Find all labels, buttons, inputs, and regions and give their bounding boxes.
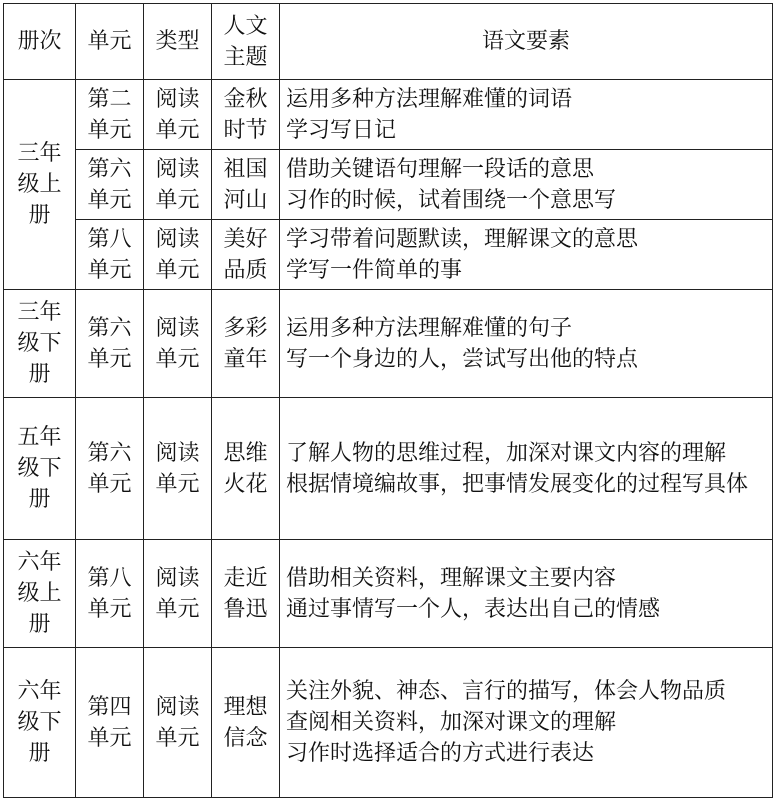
elements-cell: 了解人物的思维过程，加深对课文内容的理解 根据情境编故事，把事情发展变化的过程写具体	[280, 398, 773, 540]
elements-cell: 学习带着问题默读，理解课文的意思 学写一件简单的事	[280, 220, 773, 290]
unit-cell: 第四 单元	[76, 648, 144, 798]
elements-cell: 借助关键语句理解一段话的意思 习作的时候，试着围绕一个意思写	[280, 150, 773, 220]
theme-cell: 金秋 时节	[212, 80, 280, 150]
table-row	[4, 540, 773, 648]
elements-cell: 运用多种方法理解难懂的词语 学习写日记	[280, 80, 773, 150]
volume-cell: 六年 级上 册	[4, 540, 76, 648]
volume-cell: 三年 级上 册	[4, 80, 76, 290]
theme-cell: 理想 信念	[212, 648, 280, 798]
volume-cell: 三年 级下 册	[4, 290, 76, 398]
theme-cell: 走近 鲁迅	[212, 540, 280, 648]
type-cell: 阅读 单元	[144, 540, 212, 648]
type-cell: 阅读 单元	[144, 80, 212, 150]
theme-cell: 祖国 河山	[212, 150, 280, 220]
header-row	[4, 4, 773, 80]
type-cell: 阅读 单元	[144, 648, 212, 798]
table-row	[4, 290, 773, 398]
type-cell: 阅读 单元	[144, 398, 212, 540]
header-unit: 单元	[76, 4, 144, 80]
curriculum-table	[3, 3, 773, 798]
unit-cell: 第六 单元	[76, 150, 144, 220]
header-type: 类型	[144, 4, 212, 80]
type-cell: 阅读 单元	[144, 290, 212, 398]
theme-cell: 思维 火花	[212, 398, 280, 540]
unit-cell: 第六 单元	[76, 398, 144, 540]
header-elements: 语文要素	[280, 4, 773, 80]
elements-cell: 借助相关资料，理解课文主要内容 通过事情写一个人，表达出自己的情感	[280, 540, 773, 648]
elements-cell: 运用多种方法理解难懂的句子 写一个身边的人，尝试写出他的特点	[280, 290, 773, 398]
type-cell: 阅读 单元	[144, 220, 212, 290]
unit-cell: 第六 单元	[76, 290, 144, 398]
unit-cell: 第八 单元	[76, 540, 144, 648]
unit-cell: 第八 单元	[76, 220, 144, 290]
table-row	[4, 220, 773, 290]
table-row	[4, 80, 773, 150]
volume-cell: 六年 级下 册	[4, 648, 76, 798]
header-theme: 人文 主题	[212, 4, 280, 80]
table-row	[4, 150, 773, 220]
table-row	[4, 398, 773, 540]
theme-cell: 美好 品质	[212, 220, 280, 290]
theme-cell: 多彩 童年	[212, 290, 280, 398]
header-volume: 册次	[4, 4, 76, 80]
type-cell: 阅读 单元	[144, 150, 212, 220]
elements-cell: 关注外貌、神态、言行的描写，体会人物品质 查阅相关资料，加深对课文的理解 习作时选择适合的方式进行表达	[280, 648, 773, 798]
unit-cell: 第二 单元	[76, 80, 144, 150]
volume-cell: 五年 级下 册	[4, 398, 76, 540]
table-row	[4, 648, 773, 798]
